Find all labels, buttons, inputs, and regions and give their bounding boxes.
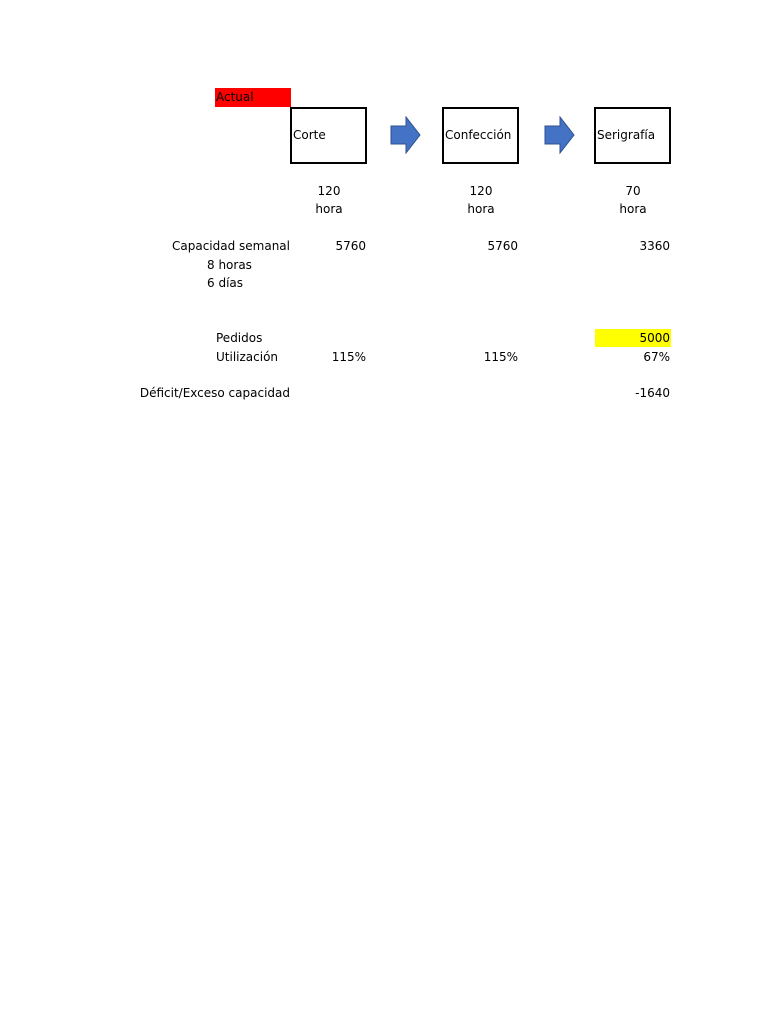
process-name-corte: Corte xyxy=(293,128,326,142)
unit-confeccion: hora xyxy=(467,202,495,216)
right-arrow-icon xyxy=(544,116,575,154)
actual-label: Actual xyxy=(215,88,291,107)
process-box-corte xyxy=(290,107,367,164)
utilization-corte: 115% xyxy=(331,350,366,364)
utilization-label: Utilización xyxy=(216,350,279,364)
capacity-confeccion: 5760 xyxy=(487,239,518,253)
deficit-label: Déficit/Exceso capacidad xyxy=(139,386,290,400)
rate-serigrafia: 70 xyxy=(625,184,641,198)
unit-corte: hora xyxy=(315,202,343,216)
process-name-serigrafia: Serigrafía xyxy=(597,128,656,142)
hours-label: 8 horas xyxy=(207,258,252,272)
process-name-confeccion: Confección xyxy=(445,128,512,142)
orders-serigrafia: 5000 xyxy=(639,331,670,345)
right-arrow-icon xyxy=(390,116,421,154)
utilization-serigrafia: 67% xyxy=(643,350,670,364)
orders-label: Pedidos xyxy=(216,331,263,345)
weekly-capacity-label: Capacidad semanal xyxy=(171,239,290,253)
deficit-serigrafia: -1640 xyxy=(635,386,670,400)
days-label: 6 días xyxy=(207,276,244,290)
capacity-corte: 5760 xyxy=(335,239,366,253)
utilization-confeccion: 115% xyxy=(483,350,518,364)
process-box-serigrafia xyxy=(594,107,671,164)
unit-serigrafia: hora xyxy=(619,202,647,216)
rate-confeccion: 120 xyxy=(469,184,493,198)
process-box-confeccion xyxy=(442,107,519,164)
rate-corte: 120 xyxy=(317,184,341,198)
capacity-serigrafia: 3360 xyxy=(639,239,670,253)
